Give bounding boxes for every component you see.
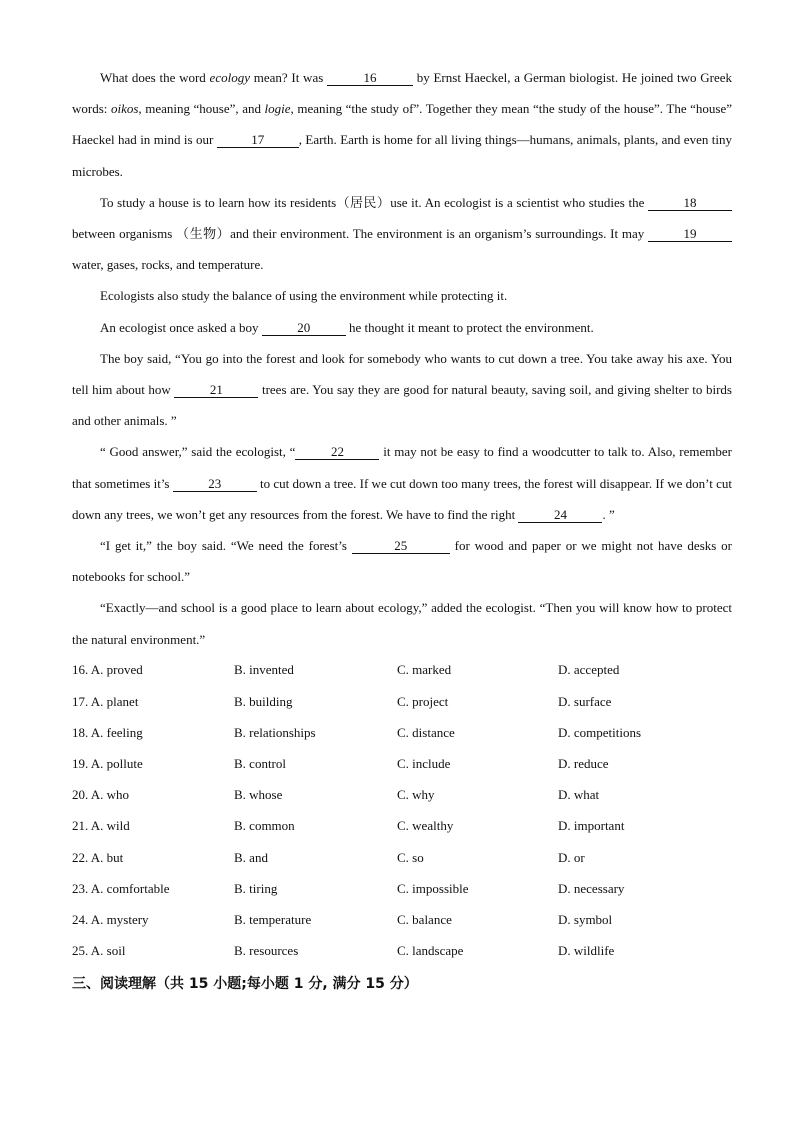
text: What does the word — [100, 70, 210, 85]
text: for wood and paper or we might not have desks or notebooks for school.” — [72, 538, 732, 585]
text: mean? It was — [249, 70, 328, 85]
italic-word: oikos — [110, 101, 139, 117]
document-page — [72, 62, 732, 997]
blank-23: 23 — [173, 477, 257, 492]
blank-25: 25 — [352, 539, 450, 554]
option-21-b: B. common — [234, 818, 295, 834]
option-22-c: C. so — [397, 849, 424, 865]
option-row-20 — [72, 780, 732, 811]
option-25-a: 25. A. soil — [72, 943, 126, 959]
text: “ Good answer,” said the ecologist, “ — [100, 444, 296, 460]
text: , Earth. Earth is home for all living things—humans, animals, plants, and even tiny microbes. — [72, 132, 732, 179]
text: to cut down a tree. If we cut down too many trees, the forest will disappear. If we don’t cut down any trees, we won’t get any resources from the forest. We have to find the right — [72, 475, 732, 522]
passage-paragraph-3: Ecologists also study the balance of using the environment while protecting it. — [100, 288, 508, 304]
text: The boy said, “You go into the forest and look for somebody who wants to cut down a tree. You take away his axe. You tell him about how — [72, 350, 732, 398]
option-20-d: D. what — [558, 787, 600, 803]
italic-word: logie — [264, 101, 291, 117]
text: between organisms （生物）and their environment. The environment is an organism’s surroundings. It may — [72, 226, 648, 242]
text: he thought it meant to protect the environment. — [345, 319, 594, 335]
option-16-a: 16. A. proved — [72, 662, 143, 678]
text: An ecologist once asked a boy — [100, 319, 262, 335]
passage-paragraph-1 — [72, 62, 732, 187]
blank-22: 22 — [295, 445, 379, 460]
option-row-25 — [72, 936, 732, 967]
blank-21: 21 — [174, 383, 258, 398]
option-24-a: 24. A. mystery — [72, 911, 149, 927]
blank-20: 20 — [262, 321, 346, 336]
option-20-c: C. why — [397, 787, 435, 803]
blank-17: 17 — [217, 133, 299, 148]
option-18-b: B. relationships — [234, 724, 316, 740]
option-23-d: D. necessary — [558, 880, 625, 896]
option-22-a: 22. A. but — [72, 849, 124, 865]
option-20-a: 20. A. who — [72, 787, 130, 803]
option-row-18 — [72, 717, 732, 748]
option-row-21 — [72, 811, 732, 842]
option-22-d: D. or — [558, 849, 585, 865]
option-17-d: D. surface — [558, 693, 612, 709]
text: by Ernst Haeckel, a German biologist. He joined two Greek words: — [72, 70, 732, 117]
section-heading: 三、阅读理解（共 15 小题;每小题 1 分, 满分 15 分） — [72, 975, 418, 992]
option-18-d: D. competitions — [558, 724, 642, 740]
option-row-19 — [72, 748, 732, 779]
text: . ” — [602, 506, 615, 522]
blank-24: 24 — [518, 508, 602, 523]
option-23-b: B. tiring — [234, 880, 278, 896]
passage-paragraph-6 — [72, 436, 732, 530]
option-20-b: B. whose — [234, 787, 283, 803]
option-19-b: B. control — [234, 756, 286, 772]
option-row-22 — [72, 842, 732, 873]
option-25-b: B. resources — [234, 943, 299, 959]
option-24-c: C. balance — [397, 911, 452, 927]
passage-paragraph-7 — [72, 530, 732, 592]
blank-19: 19 — [648, 227, 732, 242]
option-19-d: D. reduce — [558, 756, 609, 772]
passage-paragraph-4 — [72, 312, 732, 343]
option-16-d: D. accepted — [558, 662, 620, 678]
option-23-c: C. impossible — [397, 880, 469, 896]
option-16-c: C. marked — [397, 662, 452, 678]
option-17-b: B. building — [234, 693, 293, 709]
option-24-b: B. temperature — [234, 911, 312, 927]
blank-18: 18 — [648, 196, 732, 211]
option-row-17 — [72, 686, 732, 717]
passage-paragraph-5 — [72, 343, 732, 437]
option-18-a: 18. A. feeling — [72, 724, 143, 740]
italic-word: ecology — [209, 70, 250, 85]
option-17-a: 17. A. planet — [72, 693, 139, 709]
blank-16: 16 — [327, 71, 413, 86]
option-row-24 — [72, 904, 732, 935]
passage-paragraph-8: “Exactly—and school is a good place to learn about ecology,” added the ecologist. “Then you will know how to protect the natural environment.” — [72, 600, 732, 647]
option-19-a: 19. A. pollute — [72, 756, 143, 772]
options-list — [72, 655, 732, 967]
text: “I get it,” the boy said. “We need the forest’s — [100, 538, 352, 554]
text: it may not be easy to find a woodcutter to talk to. Also, remember that sometimes it’s — [72, 444, 732, 491]
option-21-a: 21. A. wild — [72, 818, 130, 834]
option-22-b: B. and — [234, 849, 268, 865]
passage-paragraph-2 — [72, 187, 732, 281]
option-21-d: D. important — [558, 818, 625, 834]
option-24-d: D. symbol — [558, 911, 613, 927]
option-row-23 — [72, 873, 732, 904]
option-25-c: C. landscape — [397, 943, 464, 959]
text: , meaning “the study of”. Together they mean “the study of the house”. The “house” Haeckel had in mind is our — [72, 101, 733, 148]
option-25-d: D. wildlife — [558, 943, 615, 959]
option-23-a: 23. A. comfortable — [72, 880, 170, 896]
option-21-c: C. wealthy — [397, 818, 454, 834]
text: , meaning “house”, and — [138, 101, 265, 117]
option-row-16 — [72, 655, 732, 686]
option-16-b: B. invented — [234, 662, 294, 678]
option-19-c: C. include — [397, 756, 451, 772]
option-17-c: C. project — [397, 693, 449, 709]
option-18-c: C. distance — [397, 724, 455, 740]
text: water, gases, rocks, and temperature. — [72, 257, 264, 273]
text: trees are. You say they are good for natural beauty, saving soil, and giving shelter to birds and other animals. ” — [72, 382, 732, 429]
text: To study a house is to learn how its residents（居民）use it. An ecologist is a scientist who studies the — [100, 194, 648, 210]
